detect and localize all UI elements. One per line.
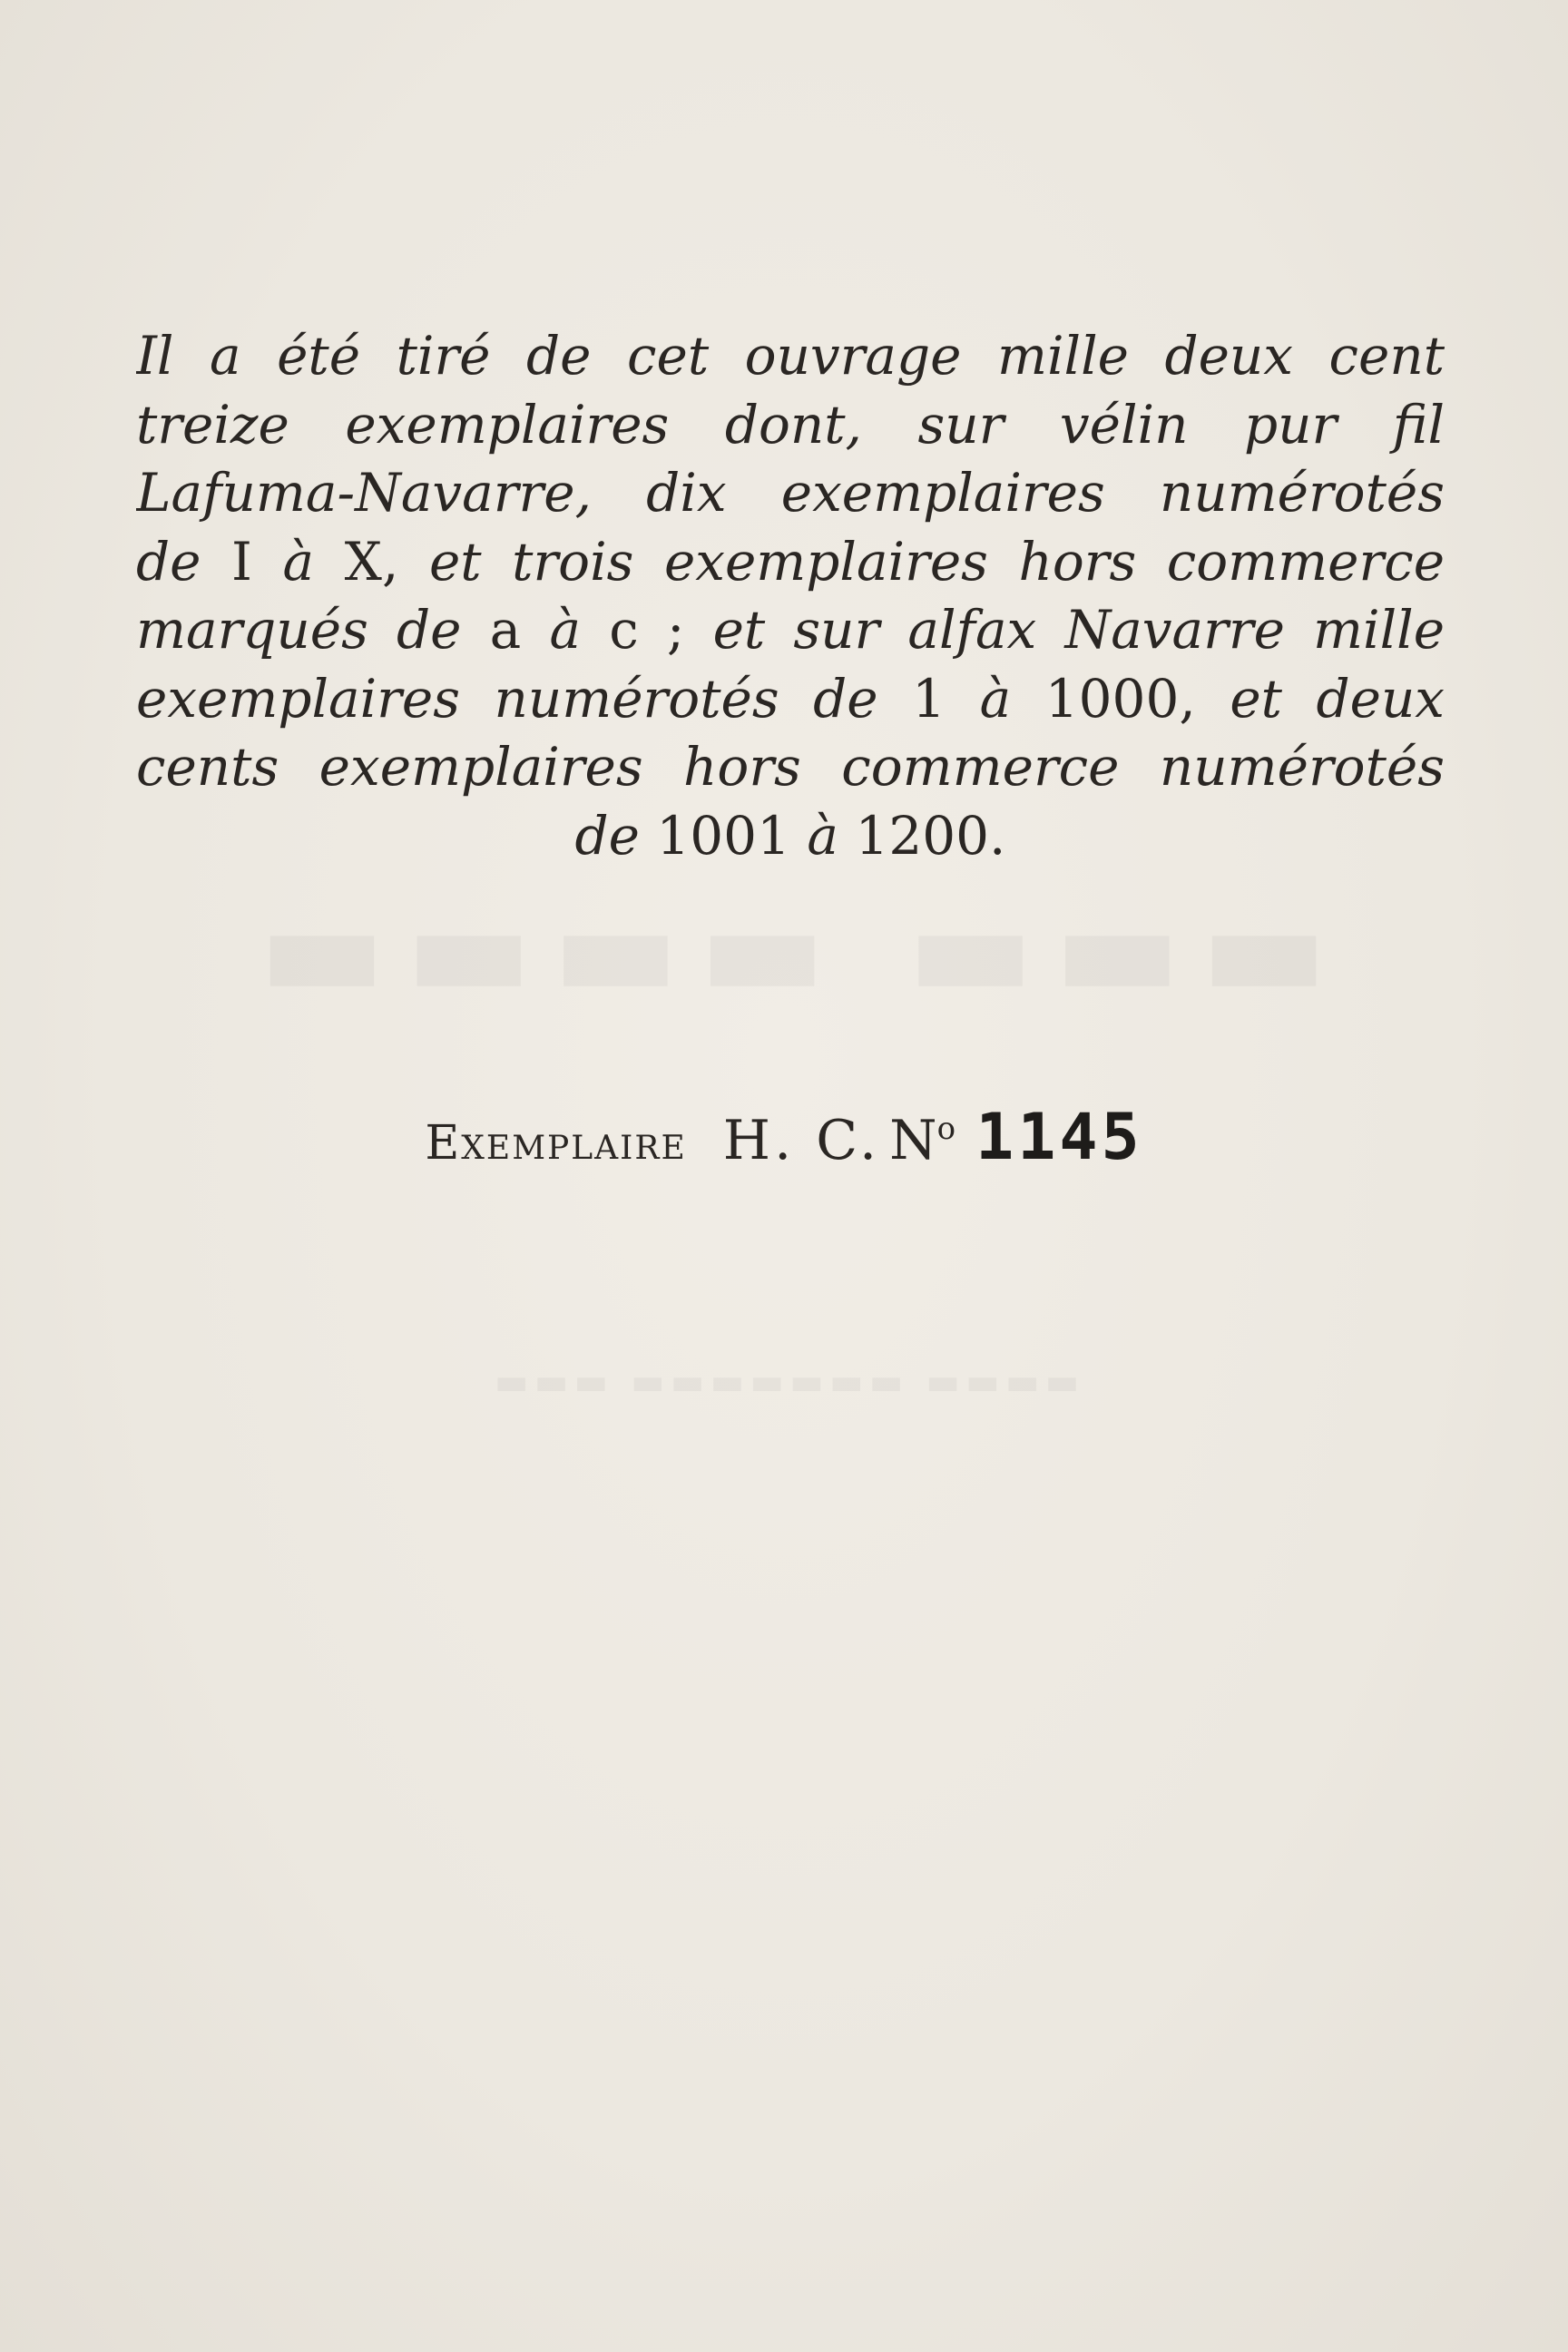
notice-line-8-number-start: 1001: [656, 804, 790, 867]
notice-line-7: cents exemplaires hors commerce numérotés: [136, 736, 1445, 798]
notice-line-6-part-a: exemplaires numérotés de: [136, 667, 878, 730]
notice-line-3: Lafuma-Navarre, dix exemplaires numérotés: [136, 462, 1445, 524]
copy-label: Exemplaire: [425, 1116, 687, 1171]
notice-line-2: treize exemplaires dont, sur vélin pur fil: [136, 393, 1445, 456]
notice-line-6: [136, 665, 1445, 734]
notice-line-8-number-end: 1200.: [855, 804, 1006, 867]
number-sign-letter: N: [889, 1109, 937, 1172]
show-through-text: [0, 1361, 1568, 1403]
notice-line-4: [136, 528, 1445, 597]
notice-line-5-part-e: et sur alfax Navarre mille: [712, 599, 1445, 661]
notice-line-5: [136, 596, 1445, 665]
hors-commerce-mark: H. C.: [722, 1109, 881, 1172]
number-sign: [889, 1109, 956, 1172]
notice-line-5-part-c: à: [549, 599, 582, 661]
notice-line-5-letter-end: c ;: [609, 599, 685, 661]
show-through-title: [0, 871, 1568, 1029]
notice-line-5-part-a: marqués de: [136, 599, 462, 661]
limitation-notice: [136, 322, 1445, 870]
notice-line-4-part-c: à: [282, 530, 315, 593]
notice-line-6-number-end: 1000,: [1044, 667, 1196, 730]
notice-line-8-part-a: de: [574, 804, 640, 867]
copy-number-line: [0, 1100, 1568, 1174]
notice-line-6-part-e: et deux: [1230, 667, 1445, 730]
notice-line-1: Il a été tiré de cet ouvrage mille deux cent: [136, 325, 1445, 387]
notice-line-4-part-e: et trois exemplaires hors commerce: [428, 530, 1445, 593]
notice-line-4-numeral-start: I: [231, 530, 252, 593]
number-sign-superscript: o: [936, 1111, 956, 1147]
notice-line-6-part-c: à: [979, 667, 1012, 730]
notice-line-8-part-c: à: [807, 804, 839, 867]
notice-line-5-letter-start: a: [489, 599, 522, 661]
stamped-copy-number: 1145: [975, 1100, 1143, 1174]
notice-line-4-part-a: de: [136, 530, 201, 593]
notice-line-6-number-start: 1: [912, 667, 946, 730]
notice-line-4-numeral-end: X,: [344, 530, 399, 593]
notice-line-8: [136, 802, 1445, 871]
